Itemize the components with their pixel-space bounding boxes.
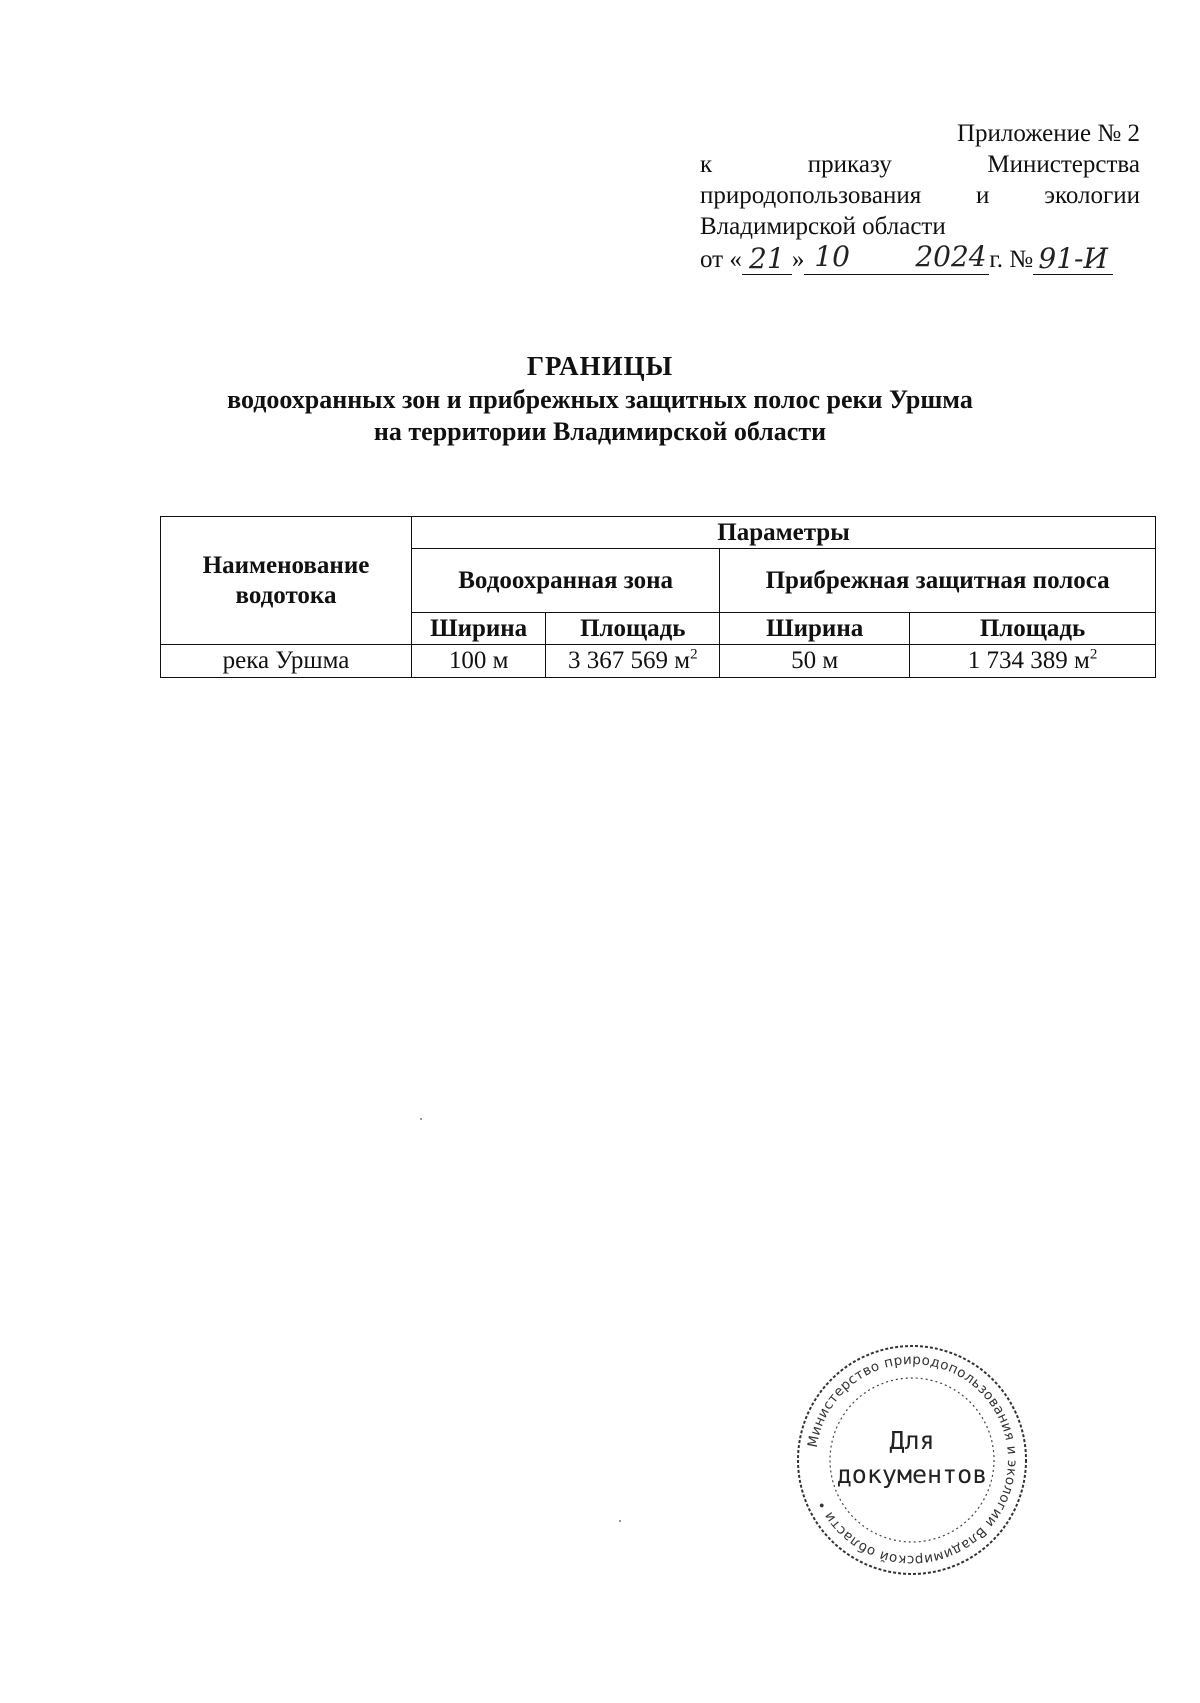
year-suffix: г. №: [989, 246, 1034, 273]
appendix-word: к: [700, 151, 713, 178]
date-close-quote: »: [791, 246, 805, 273]
official-stamp: [792, 1340, 1032, 1580]
date-underline: [804, 242, 989, 275]
appendix-word: экологии: [1044, 182, 1140, 209]
appendix-word: и: [976, 182, 990, 209]
cell-strip-area: [910, 645, 1156, 678]
handwritten-month: 10: [814, 240, 850, 273]
appendix-line-order: [700, 149, 1140, 180]
parameters-table: [160, 516, 1156, 678]
order-date-line: [700, 242, 1140, 275]
unit-exponent: 2: [1089, 646, 1098, 663]
date-prefix: от «: [700, 246, 742, 273]
cell-zone-area: [546, 645, 720, 678]
header-water-protection-zone: Водоохранная зона: [412, 549, 720, 613]
header-watercourse-name: Наименование водотока: [161, 517, 412, 645]
cell-strip-width: 50 м: [720, 645, 910, 678]
strip-area-value: 1 734 389 м: [967, 647, 1090, 674]
title-main: ГРАНИЦЫ: [526, 351, 674, 381]
appendix-word: Министерства: [987, 151, 1140, 178]
title-subtitle: водоохранных зон и прибрежных защитных полос реки Уршма: [227, 385, 973, 414]
appendix-word: приказу: [807, 151, 892, 178]
header-parameters: Параметры: [412, 517, 1156, 549]
stamp-center-text: [792, 1424, 1032, 1492]
header-zone-area: Площадь: [546, 613, 720, 645]
appendix-word: природопользования: [700, 182, 922, 209]
stamp-line-2: документов: [836, 1460, 988, 1489]
zone-area-value: 3 367 569 м: [568, 647, 691, 674]
handwritten-order-number: 91-И: [1033, 244, 1113, 275]
document-title: [0, 350, 1200, 448]
handwritten-day: 21: [742, 244, 792, 275]
appendix-number: Приложение № 2: [956, 120, 1140, 147]
scan-speck: [619, 1520, 621, 1522]
unit-exponent: 2: [690, 646, 698, 663]
stamp-line-1: Для: [889, 1426, 935, 1455]
svg-text:Министерство природопользовани: Министерство природопользования и экологии Владимирской области •: [804, 1351, 1021, 1569]
cell-zone-width: 100 м: [412, 645, 546, 678]
header-strip-width: Ширина: [720, 613, 910, 645]
appendix-line-ministry: [700, 180, 1140, 211]
cell-river-name: река Уршма: [161, 645, 412, 678]
appendix-region: Владимирской области: [700, 213, 946, 240]
header-strip-area: Площадь: [910, 613, 1156, 645]
handwritten-year: 2024: [915, 240, 987, 273]
header-zone-width: Ширина: [412, 613, 546, 645]
table-row: [161, 645, 1156, 678]
title-subtitle-region: на территории Владимирской области: [373, 417, 827, 446]
header-coastal-strip: Прибрежная защитная полоса: [720, 549, 1156, 613]
appendix-block: [700, 118, 1140, 275]
scan-speck: [420, 1118, 422, 1120]
